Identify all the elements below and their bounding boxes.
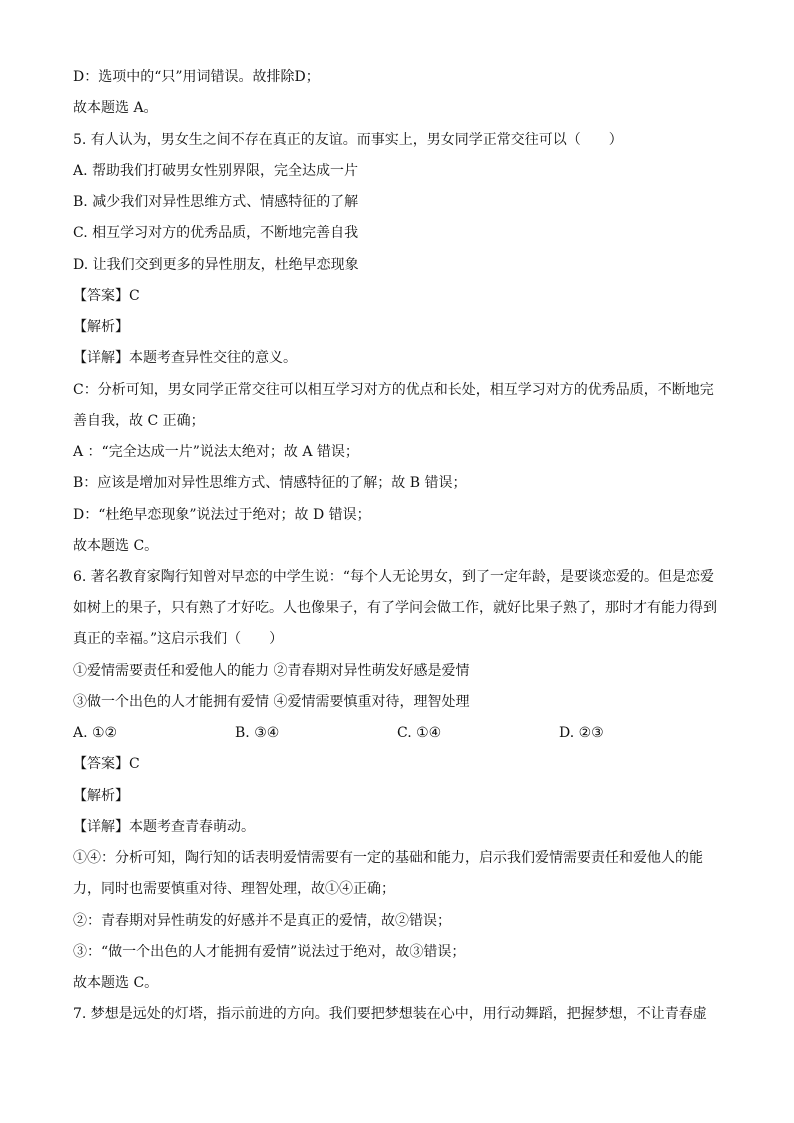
q6-answer: 【答案】C xyxy=(73,756,140,772)
q5-answer: 【答案】C xyxy=(73,288,140,304)
question-6-stem: 6. 著名教育家陶行知曾对早恋的中学生说：“每个人无论男女，到了一定年龄，是要谈恋爱的。但是恋爱 xyxy=(73,569,714,585)
text-line: 力，同时也需要慎重对待、理智处理，故①④正确； xyxy=(73,881,395,897)
text-line: D：“杜绝早恋现象”说法过于绝对；故 D 错误； xyxy=(73,507,371,523)
text-line: ②：青春期对异性萌发的好感并不是真正的爱情，故②错误； xyxy=(73,913,451,929)
q6-option-c: C. ①④ xyxy=(397,725,442,741)
q5-detail: 【详解】本题考查异性交往的意义。 xyxy=(73,350,297,366)
text-line: A ：“完全达成一片”说法太绝对；故 A 错误； xyxy=(73,444,359,460)
q5-analysis-heading: 【解析】 xyxy=(73,319,129,335)
q6-option-d: D. ②③ xyxy=(559,725,604,741)
text-line: 善自我，故 C 正确； xyxy=(73,413,205,429)
text-line: 故本题选 C。 xyxy=(73,538,159,554)
text-line: C：分析可知，男女同学正常交往可以相互学习对方的优点和长处，相互学习对方的优秀品质，不断地完 xyxy=(73,382,714,398)
q6-options xyxy=(73,724,754,742)
text-line: ③：“做一个出色的人才能拥有爱情”说法过于绝对，故③错误； xyxy=(73,944,466,960)
text-line: 故本题选 A。 xyxy=(73,100,158,116)
text-line: B：应该是增加对异性思维方式、情感特征的了解；故 B 错误； xyxy=(73,475,467,491)
text-line: 故本题选 C。 xyxy=(73,975,159,991)
q5-option-a: A. 帮助我们打破男女性别界限，完全达成一片 xyxy=(73,163,359,179)
question-5-stem: 5. 有人认为，男女生之间不存在真正的友谊。而事实上，男女同学正常交往可以（ ） xyxy=(73,132,623,148)
q6-analysis-heading: 【解析】 xyxy=(73,788,129,804)
q6-detail: 【详解】本题考查青春萌动。 xyxy=(73,819,255,835)
q5-option-c: C. 相互学习对方的优秀品质，不断地完善自我 xyxy=(73,225,359,241)
text-line: D：选项中的“只”用词错误。故排除D； xyxy=(73,69,320,85)
text-line: 如树上的果子，只有熟了才好吃。人也像果子，有了学问会做工作，就好比果子熟了，那时才有能力得到 xyxy=(73,600,717,616)
q6-option-a: A. ①② xyxy=(73,725,118,741)
question-7-stem: 7. 梦想是远处的灯塔，指示前进的方向。我们要把梦想装在心中，用行动舞蹈，把握梦想，不让青春虚 xyxy=(73,1006,707,1022)
q5-option-d: D. 让我们交到更多的异性朋友，杜绝早恋现象 xyxy=(73,257,359,273)
q6-option-b: B. ③④ xyxy=(235,725,280,741)
q6-statements: ③做一个出色的人才能拥有爱情 ④爱情需要慎重对待，理智处理 xyxy=(73,694,470,710)
q5-option-b: B. 减少我们对异性思维方式、情感特征的了解 xyxy=(73,194,359,210)
text-line: 真正的幸福。”这启示我们（ ） xyxy=(73,631,284,647)
q6-statements: ①爱情需要责任和爱他人的能力 ②青春期对异性萌发好感是爱情 xyxy=(73,663,470,679)
text-line: ①④：分析可知，陶行知的话表明爱情需要有一定的基础和能力，启示我们爱情需要责任和爱他人的能 xyxy=(73,850,703,866)
